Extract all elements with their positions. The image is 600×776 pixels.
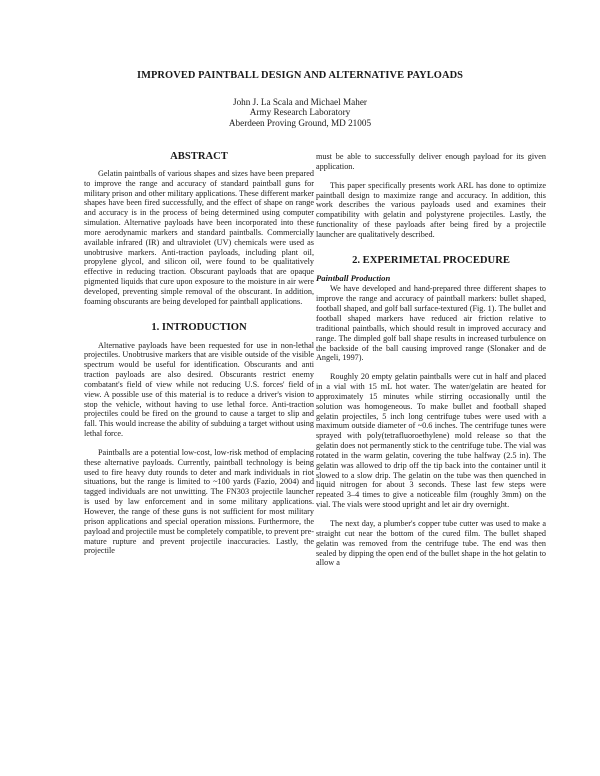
left-column — [84, 152, 314, 556]
introduction-paragraph-3: This paper specifically presents work ARL has done to optimize paintball design to maximize range and accuracy. In addition, this work describes the various payloads used and examines their compatibility with gelatin and polystyrene projectiles. Lastly, the functionality of these payloads after being fired by a projectile launcher are qualitatively described. — [316, 180, 546, 239]
abstract-text: Gelatin paintballs of various shapes and sizes have been prepared to improve the range and accuracy of standard paintball guns for military prison and other military applications. These different marker shapes have been fired successfully, and the effect of shape on range and accuracy is in the process of being determined using computer simulation. Alternative payloads have been incorporated into these more aerodynamic markers and standard paintballs. Commercially available infrared (IR) and ultraviolet (UV) chemicals were used as unobtrusive markers. Anti-traction payloads, including plant oil, propylene glycol, and silicon oil, were found to be qualitatively effective in reducing traction. Obscurant payloads that are opaque pigmented liquids that cure upon exposure to the moisture in air were developed, preventing simple removal of the obscurant. In addition, foaming obscurants are being developed for paintball applications. — [84, 168, 314, 306]
procedure-paragraph-2: Roughly 20 empty gelatin paintballs were cut in half and placed in a vial with 15 mL hot water. The water/gelatin are heated for approximately 15 minutes while stirring occasionally until the solution was homogeneous. To make bullet and football shaped gelatin projectiles, 5 inch long centrifuge tubes were used with a maximum outside diameter of ~0.6 inches. The centrifuge tunes were sprayed with poly(tetrafluoroethylene) mold release so that the gelatin does not permanently stick to the centrifuge tube. The vial was rotated in the warm gelatin, covering the tube halfway (2.5 in). The gelatin was allowed to drip off the tip back into the container until it slowed to a slow drip. The gelatin on the tube was then quenched in liquid nitrogen for about 3 seconds. These last few steps were repeated 3–4 times to give a noticeable film (roughly 3mm) on the vial. The vials were stood upright and let air dry overnight. — [316, 372, 546, 510]
introduction-paragraph-1: Alternative payloads have been requested for use in non-lethal projectiles. Unobtrusive markers that are visible outside of the visible spectrum would be useful for identification. Obscurants and anti traction payloads are also desired. Obscurants restrict enemy combatant's field of view while not reducing U.S. forces' field of view. A possible use of this material is to reduce a driver's vision to stop the vehicle, without having to use lethal force. Anti-traction projectiles could be fired on the ground to cause a target to slip and fall. This would increase the ability of subduing a target without using lethal force. — [84, 340, 314, 439]
procedure-paragraph-3: The next day, a plumber's copper tube cutter was used to make a straight cut near the bottom of the cured film. The bullet shaped gelatin was removed from the centrifuge tube. The end was then sealed by dipping the open end of the bullet shape in the hot gelatin to allow a — [316, 519, 546, 568]
author-names: John J. La Scala and Michael Maher — [233, 97, 367, 107]
introduction-continuation: must be able to successfully deliver enough payload for its given application. — [316, 152, 546, 171]
introduction-heading: 1. INTRODUCTION — [151, 321, 247, 333]
procedure-paragraph-1: We have developed and hand-prepared three different shapes to improve the range and accuracy of paintball markers: bullet shaped, football shaped, and golf ball surface-textured (Fig. 1). The bullet and football shaped markers have reduced air friction relative to traditional paintballs, which should result in improved accuracy and range. The dimpled golf ball shape results in increased turbulence on the backside of the ball causing improved range (Slonaker and de Angeli, 1997). — [316, 284, 546, 363]
author-block — [0, 97, 600, 128]
paper-title: IMPROVED PAINTBALL DESIGN AND ALTERNATIVE PAYLOADS — [136, 70, 464, 81]
abstract-heading: ABSTRACT — [170, 151, 228, 162]
introduction-paragraph-2: Paintballs are a potential low-cost, low-risk method of emplacing these alternative payloads. Currently, paintball technology is being used to fire heavy duty rounds to deter and mark individuals in riot situations, but the range is limited to ~100 yards (Fazio, 2004) and tagged individuals are not unwitting. The FN303 projectile launcher is used by law enforcement and in some military applications. However, the range of these guns is not sufficient for most military prison applications and special operation missions. Furthermore, the payload and projectile must be completely compatible, to prevent pre-mature rupture and prevent projectile inaccuracies. Lastly, the projectile — [84, 447, 314, 556]
right-column — [316, 152, 546, 568]
author-organization: Army Research Laboratory — [249, 107, 351, 118]
paintball-production-subheading: Paintball Production — [316, 272, 391, 283]
experimental-heading: 2. EXPERIMETAL PROCEDURE — [352, 254, 510, 266]
author-location: Aberdeen Proving Ground, MD 21005 — [228, 117, 372, 128]
